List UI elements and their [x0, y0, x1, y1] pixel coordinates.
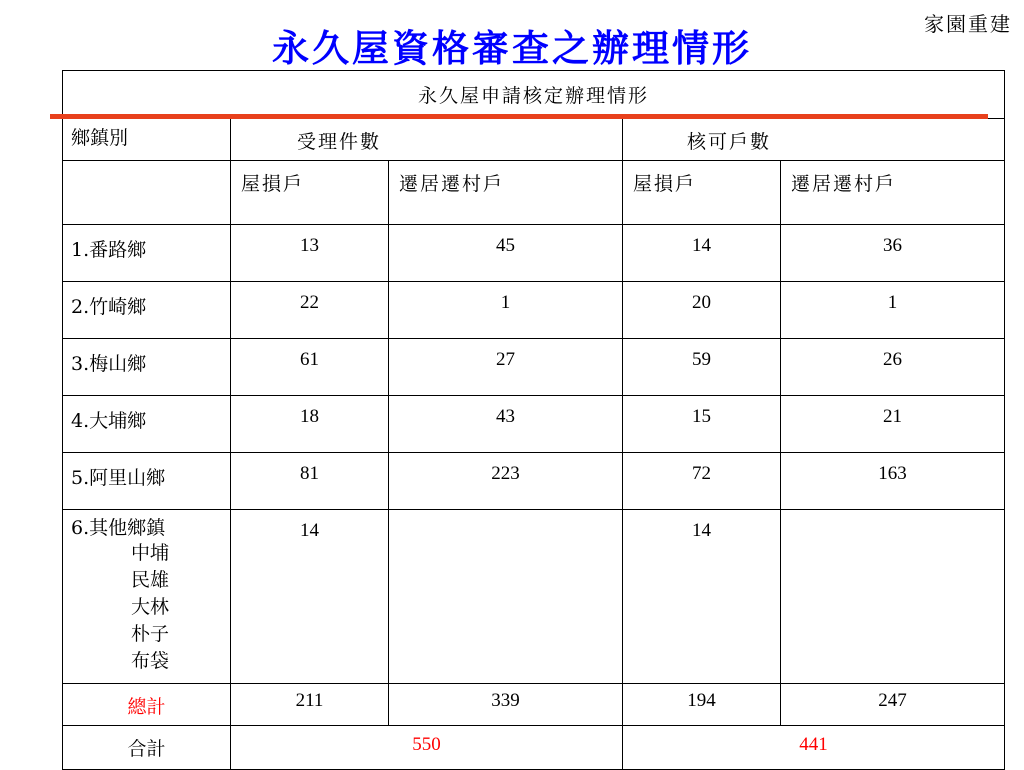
- cell-value: [781, 510, 1005, 684]
- cell-value: 43: [389, 396, 623, 453]
- cell-value: [389, 510, 623, 684]
- subheader-relocated-approved: 遷居遷村戶: [781, 161, 1005, 225]
- row-label: 2.竹崎鄉: [63, 282, 231, 339]
- total-label: 總計: [63, 684, 231, 726]
- received-count-header: 受理件數: [231, 119, 623, 161]
- row-label: 3.梅山鄉: [63, 339, 231, 396]
- subheader-damaged-received: 屋損戶: [231, 161, 389, 225]
- cell-value: 15: [623, 396, 781, 453]
- row-label: 4.大埔鄉: [63, 396, 231, 453]
- approved-count-header: 核可戶數: [623, 119, 1005, 161]
- blank-header-cell: [63, 161, 231, 225]
- cell-value: 59: [623, 339, 781, 396]
- sub-township: 布袋: [131, 650, 170, 672]
- approval-table: [62, 70, 1005, 770]
- total-value: 339: [389, 684, 623, 726]
- cell-value: 18: [231, 396, 389, 453]
- corner-label: 家園重建: [924, 12, 1012, 36]
- cell-value: 1: [781, 282, 1005, 339]
- cell-value: 14: [231, 510, 389, 684]
- sub-township: 朴子: [131, 623, 170, 645]
- table-caption: 永久屋申請核定辦理情形: [63, 71, 1005, 119]
- row-label-other: [63, 510, 231, 684]
- table-row: [63, 339, 1005, 396]
- table-row: [63, 282, 1005, 339]
- cell-value: 72: [623, 453, 781, 510]
- other-townships-label: 6.其他鄉鎮: [71, 517, 166, 539]
- cell-value: 81: [231, 453, 389, 510]
- cell-value: 223: [389, 453, 623, 510]
- subheader-damaged-approved: 屋損戶: [623, 161, 781, 225]
- row-label: 1.番路鄉: [63, 225, 231, 282]
- sub-township: 中埔: [131, 542, 170, 564]
- sub-township: 民雄: [131, 569, 170, 591]
- sum-received-value: 550: [231, 726, 623, 770]
- page-title: 永久屋資格審查之辦理情形: [272, 26, 752, 70]
- total-value: 194: [623, 684, 781, 726]
- table-row: [63, 453, 1005, 510]
- township-header: 鄉鎮別: [63, 119, 231, 161]
- cell-value: 45: [389, 225, 623, 282]
- cell-value: 20: [623, 282, 781, 339]
- cell-value: 14: [623, 510, 781, 684]
- total-value: 211: [231, 684, 389, 726]
- sum-label: 合計: [63, 726, 231, 770]
- cell-value: 22: [231, 282, 389, 339]
- cell-value: 1: [389, 282, 623, 339]
- cell-value: 26: [781, 339, 1005, 396]
- total-value: 247: [781, 684, 1005, 726]
- cell-value: 36: [781, 225, 1005, 282]
- cell-value: 21: [781, 396, 1005, 453]
- subheader-relocated-received: 遷居遷村戶: [389, 161, 623, 225]
- total-row: [63, 684, 1005, 726]
- cell-value: 61: [231, 339, 389, 396]
- row-label: 5.阿里山鄉: [63, 453, 231, 510]
- cell-value: 27: [389, 339, 623, 396]
- cell-value: 14: [623, 225, 781, 282]
- sub-township: 大林: [131, 596, 170, 618]
- table-row-other-townships: [63, 510, 1005, 684]
- cell-value: 163: [781, 453, 1005, 510]
- table-row: [63, 225, 1005, 282]
- table-row: [63, 396, 1005, 453]
- cell-value: 13: [231, 225, 389, 282]
- accent-line: [50, 114, 988, 119]
- sum-row: [63, 726, 1005, 770]
- sum-approved-value: 441: [623, 726, 1005, 770]
